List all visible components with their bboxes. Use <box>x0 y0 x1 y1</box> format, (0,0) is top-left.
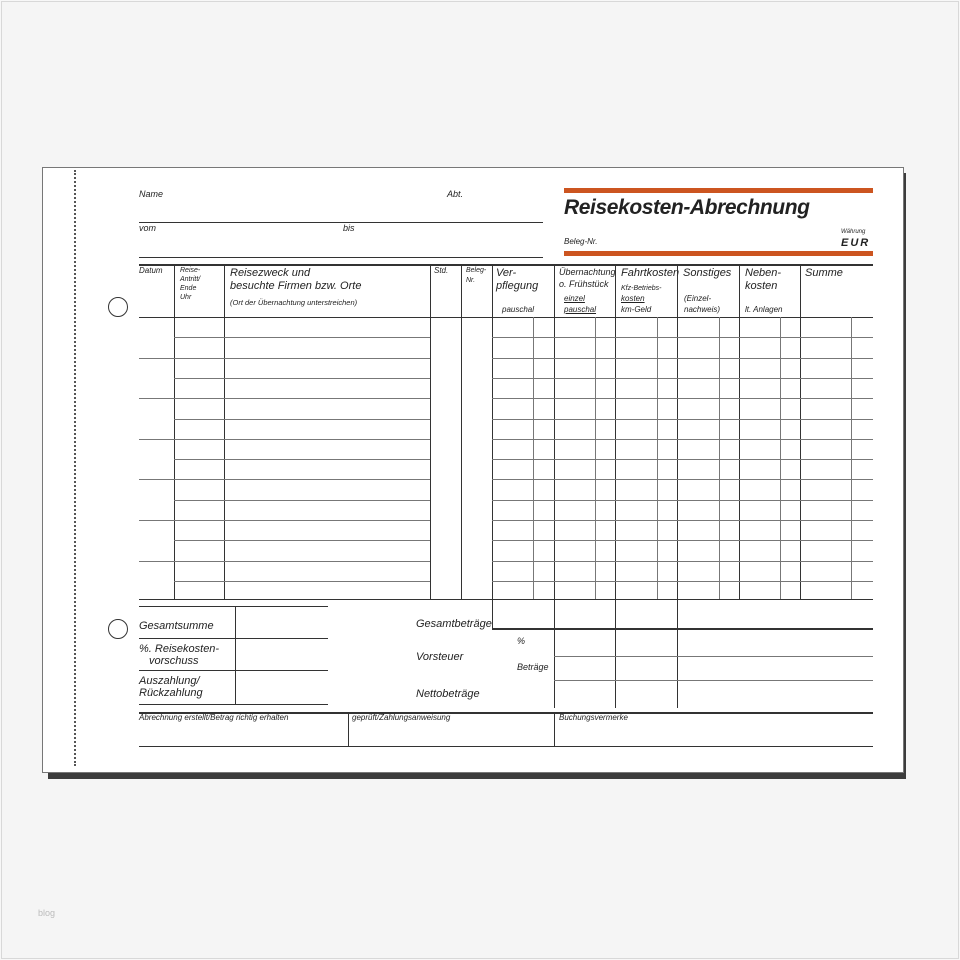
row-line <box>174 581 430 582</box>
row-line <box>174 337 430 338</box>
col-sonstiges-sub1: (Einzel- <box>684 294 712 303</box>
row-line <box>174 378 430 379</box>
col-sep-beleg <box>461 264 462 599</box>
col-sep-summe <box>800 264 801 599</box>
row-line <box>174 398 430 399</box>
vom-label: vom <box>139 223 157 233</box>
col-uebernachtung-sub2: pauschal <box>564 305 597 314</box>
row-line <box>174 520 430 521</box>
gesamtsumme-label: Gesamtsumme <box>139 620 214 632</box>
amount-row-line <box>492 419 873 420</box>
row-line <box>174 561 430 562</box>
amount-row-line <box>492 520 873 521</box>
row-line <box>174 500 430 501</box>
vorsteuer-label: Vorsteuer <box>416 651 464 663</box>
col-sep-zweck <box>224 264 225 599</box>
date-row-line <box>139 439 174 440</box>
percent-label: % <box>517 636 526 646</box>
totals-rule <box>492 628 873 630</box>
vorschuss-bottom <box>139 670 328 671</box>
col-datum: Datum <box>139 266 163 275</box>
table-bottom-rule <box>139 599 873 600</box>
form-title: Reisekosten-Abrechnung <box>564 196 810 219</box>
betraege-label: Beträge <box>517 662 549 672</box>
signature-divider-2 <box>554 712 555 746</box>
col-sep-neben <box>739 264 740 599</box>
cent-divider <box>533 317 534 599</box>
amount-row-line <box>492 540 873 541</box>
col-sonstiges: Sonstiges <box>683 267 732 279</box>
col-neben-1: Neben- <box>745 267 782 279</box>
col-std: Std. <box>434 266 449 275</box>
vorschuss-label-1: %. Reisekosten- <box>139 643 220 655</box>
vorschuss-label-2: vorschuss <box>149 655 199 667</box>
col-fahrtkosten-sub3: km-Geld <box>621 305 652 314</box>
amount-row-line <box>492 439 873 440</box>
signature-bottom-rule <box>139 746 873 747</box>
gesamtsumme-top <box>139 606 328 607</box>
col-verpflegung-2: pflegung <box>496 280 539 292</box>
row-line <box>174 459 430 460</box>
vorsteuer-rule <box>554 656 873 657</box>
col-sep-sonstiges <box>677 264 678 708</box>
amount-row-line <box>492 358 873 359</box>
col-verpflegung-1: Ver- <box>496 267 517 279</box>
col-uebernachtung-1: Übernachtung <box>559 267 616 277</box>
gesamtsumme-divider <box>235 606 236 704</box>
signature-top-rule <box>139 712 873 714</box>
cent-divider <box>719 317 720 599</box>
netto-rule <box>554 680 873 681</box>
col-beleg-2: Nr. <box>466 277 476 284</box>
amount-row-line <box>492 500 873 501</box>
date-row-line <box>139 561 174 562</box>
row-line <box>174 540 430 541</box>
bis-label: bis <box>343 223 355 233</box>
date-row-line <box>139 358 174 359</box>
col-summe: Summe <box>805 267 843 279</box>
currency-value: EUR <box>841 237 871 249</box>
cent-divider <box>851 317 852 599</box>
col-zweck-1: Reisezweck und <box>230 267 311 279</box>
col-reise-3: Ende <box>180 285 197 292</box>
expense-table-grid <box>43 168 903 772</box>
col-beleg-1: Beleg- <box>466 267 487 274</box>
col-neben-2: kosten <box>745 280 778 292</box>
col-zweck-note: (Ort der Übernachtung unterstreichen) <box>230 298 358 307</box>
col-reise-4: Uhr <box>180 294 192 301</box>
amount-row-line <box>492 479 873 480</box>
amount-row-line <box>492 337 873 338</box>
table-header-rule <box>139 317 873 318</box>
beleg-nr-label: Beleg-Nr. <box>564 237 598 246</box>
col-uebernachtung-sub1: einzel <box>564 294 585 303</box>
auszahlung-label-1: Auszahlung/ <box>139 675 200 687</box>
auszahlung-bottom <box>139 704 328 705</box>
col-uebernachtung-2: o. Frühstück <box>559 279 609 289</box>
table-top-rule <box>139 264 873 266</box>
col-sep-fahrtkosten <box>615 264 616 708</box>
col-sep-uebernachtung <box>554 264 555 708</box>
col-sonstiges-sub2: nachweis) <box>684 305 721 314</box>
watermark: blog <box>38 908 56 918</box>
row-line <box>174 439 430 440</box>
col-zweck-2: besuchte Firmen bzw. Orte <box>230 280 362 292</box>
col-sep-reise <box>174 264 175 599</box>
col-reise-2: Antritt/ <box>180 276 201 283</box>
travel-expense-form <box>42 167 904 773</box>
currency-caption: Währung <box>841 229 866 235</box>
abrechnung-label: Abrechnung erstellt/Betrag richtig erhalten <box>139 713 289 722</box>
cent-divider <box>780 317 781 599</box>
amount-row-line <box>492 378 873 379</box>
amount-row-line <box>492 561 873 562</box>
row-line <box>174 419 430 420</box>
col-verpflegung-sub: pauschal <box>502 305 535 314</box>
col-sep-std <box>430 264 431 599</box>
buchung-label: Buchungsvermerke <box>559 713 628 722</box>
col-reise-1: Reise- <box>180 267 201 274</box>
amount-row-line <box>492 459 873 460</box>
totals-left-edge <box>492 599 493 629</box>
col-fahrtkosten-sub2: kosten <box>621 294 645 303</box>
signature-divider-1 <box>348 712 349 746</box>
cent-divider <box>657 317 658 599</box>
cent-divider <box>595 317 596 599</box>
gesamtbetraege-label: Gesamtbeträge <box>416 618 492 630</box>
geprueft-label: geprüft/Zahlungsanweisung <box>352 713 451 722</box>
name-label: Name <box>139 189 164 199</box>
col-fahrtkosten-sub1: Kfz-Betriebs- <box>621 285 662 292</box>
auszahlung-label-2: Rückzahlung <box>139 687 203 699</box>
amount-row-line <box>492 398 873 399</box>
nettobetraege-label: Nettobeträge <box>416 688 480 700</box>
gesamtsumme-bottom <box>139 638 328 639</box>
col-sep-verpflegung <box>492 264 493 629</box>
date-row-line <box>139 398 174 399</box>
date-row-line <box>139 520 174 521</box>
col-neben-sub: lt. Anlagen <box>745 305 783 314</box>
date-row-line <box>139 479 174 480</box>
abt-label: Abt. <box>447 189 464 199</box>
col-fahrtkosten: Fahrtkosten <box>621 267 680 279</box>
amount-row-line <box>492 581 873 582</box>
row-line <box>174 358 430 359</box>
row-line <box>174 479 430 480</box>
